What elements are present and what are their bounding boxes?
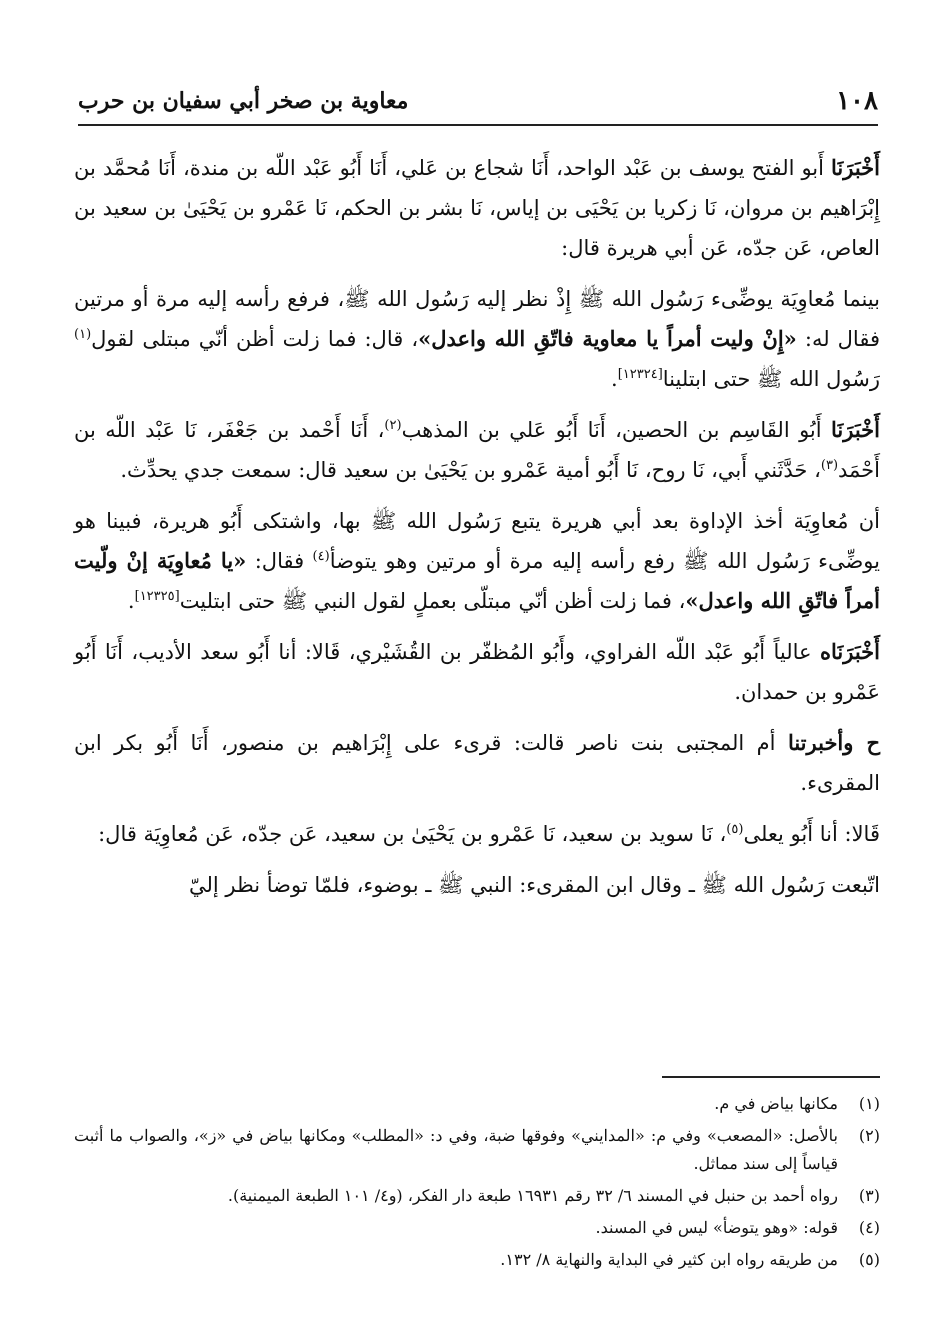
main-text <box>74 148 880 916</box>
paragraph-text: اتّبعت رَسُول الله ﷺ ـ وقال ابن المقرىء: النبي ﷺ ـ بوضوء، فلمّا توضأ نظر إليّ <box>189 873 880 897</box>
paragraph-end: . <box>127 589 135 613</box>
paragraph-text: رَسُول الله ﷺ حتى ابتلينا <box>662 367 880 391</box>
hadith-number: [١٢٣٢٤] <box>617 367 663 382</box>
paragraph-text: عالياً أَبُو عَبْد اللّه الفراوي، وأَبُو المُظفّر بن القُشَيْري، قَالا: أنا أَبُو سعد الأديب، أَنَا أَبُو عَمْرو بن حمدان. <box>74 640 880 704</box>
paragraph-6 <box>74 723 880 803</box>
footnote-number: (٢) <box>858 1126 880 1145</box>
footnote-number: (٣) <box>858 1186 880 1205</box>
footnote-ref-1[interactable]: (١) <box>74 327 92 342</box>
footnotes <box>74 1090 880 1278</box>
footnote <box>74 1090 880 1118</box>
footnote <box>74 1214 880 1242</box>
paragraph-text: قَالا: أنا أَبُو يعلى <box>743 822 880 846</box>
paragraph-text: أَبو الفتح يوسف بن عَبْد الواحد، أَنَا شجاع بن عَلي، أَنَا أَبُو عَبْد اللّه بن مندة، أَنَا مُحمَّد بن إِبْرَاهيم بن مروان، نَا زكريا بن يَحْيَى بن إياس، نَا بشر بن الحكم، نَا عَمْرو بن يَحْيَىٰ بن سعيد بن العاص، عَن جدّه، عَن أبي هريرة قال: <box>74 156 880 260</box>
footnote-text: رواه أحمد بن حنبل في المسند ٦/ ٣٢ رقم ١٦٩٣١ طبعة دار الفكر، (و٤/ ١٠١ الطبعة الميمنية). <box>227 1186 838 1205</box>
isnad-lead: ح وأخبرتنا <box>787 730 881 755</box>
footnote-ref-5[interactable]: (٥) <box>726 822 744 837</box>
footnote-ref-2[interactable]: (٢) <box>384 418 402 433</box>
footnote-number: (١) <box>858 1094 880 1113</box>
paragraph-text: أَبُو القَاسِم بن الحصين، أَنَا أَبُو عَلي بن المذهب <box>401 418 832 442</box>
paragraph-text: ، قال: فما زلت أظن أنّي مبتلى لقول <box>91 327 419 351</box>
footnote-ref-3[interactable]: (٣) <box>820 458 839 473</box>
footnote <box>74 1122 880 1178</box>
footnote-number: (٤) <box>858 1218 880 1237</box>
paragraph-text: ، حَدَّثَني أَبي، نَا روح، نَا أَبُو أمية عَمْرو بن يَحْيَىٰ بن سعيد قال: سمعت جدي يحدِّث. <box>120 458 821 482</box>
hadith-quote: «إِنْ وليت أمراً يا معاوية فاتّقِ الله واعدل» <box>418 326 797 351</box>
paragraph-8 <box>74 865 880 905</box>
paragraph-5 <box>74 632 880 712</box>
paragraph-text: فقال: <box>246 549 313 573</box>
footnote-divider <box>662 1076 880 1078</box>
footnote <box>74 1246 880 1274</box>
footnote-ref-4[interactable]: (٤) <box>312 549 330 564</box>
paragraph-3 <box>74 410 880 490</box>
paragraph-text: ، أَنَا أَحْمد بن جَعْفَر، نَا عَبْد اللّه بن أَحْمَد <box>74 418 880 482</box>
paragraph-text: أم المجتبى بنت ناصر قالت: قرىء على إِبْرَاهيم بن منصور، أَنَا أَبُو بكر ابن المقرىء. <box>74 731 880 795</box>
page-header <box>78 82 878 122</box>
paragraph-text: ، فما زلت أظن أنّي مبتلّى بعملٍ لقول النبي ﷺ حتى ابتليت <box>179 589 686 613</box>
paragraph-end: . <box>611 367 618 391</box>
footnote-text: مكانها بياض في م. <box>714 1094 838 1113</box>
paragraph-4 <box>74 501 880 621</box>
footnote <box>74 1182 880 1210</box>
isnad-lead: أَخْبَرَنَاه <box>820 639 880 664</box>
isnad-lead: أَخْبَرَنَا <box>831 155 880 180</box>
footnote-text: من طريقه رواه ابن كثير في البداية والنهاية ٨/ ١٣٢. <box>500 1250 838 1269</box>
paragraph-7 <box>74 814 880 854</box>
header-divider <box>78 124 878 126</box>
paragraph-1 <box>74 148 880 268</box>
hadith-quote: «يا مُعاوِيَة إنْ ولّيت أمراً فاتّقِ الله واعدل» <box>74 548 880 613</box>
paragraph-2 <box>74 279 880 399</box>
paragraph-text: ، نَا سويد بن سعيد، نَا عَمْرو بن يَحْيَىٰ بن سعيد، عَن جدّه، عَن مُعاوِيَة قال: <box>98 822 727 846</box>
paragraph-text: أن مُعاوِيَة أخذ الإداوة بعد أبي هريرة يتبع رَسُول الله ﷺ بها، واشتكى أَبُو هريرة، فبينا هو يوضِّىء رَسُول الله ﷺ رفع رأسه إليه مرة أو مرتين وهو يتوضأ <box>74 509 880 573</box>
isnad-lead: أَخْبَرَنَا <box>831 417 880 442</box>
page-number: ١٠٨ <box>836 86 878 116</box>
paragraph-text: بينما مُعاوِيَة يوضِّىء رَسُول الله ﷺ إِذْ نظر إليه رَسُول الله ﷺ، فرفع رأسه إليه مرة أو مرتين فقال له: <box>74 287 880 351</box>
footnote-text: قوله: «وهو يتوضأ» ليس في المسند. <box>595 1218 838 1237</box>
footnote-text: بالأصل: «المصعب» وفي م: «المدايني» وفوقها ضبة، وفي د: «المطلب» ومكانها بياض في «ز»، والصواب ما أثبت قياساً إلى سند مماثل. <box>74 1126 838 1173</box>
running-title: معاوية بن صخر أبي سفيان بن حرب <box>78 88 409 114</box>
footnote-number: (٥) <box>858 1250 880 1269</box>
hadith-number: [١٢٣٢٥] <box>134 589 180 604</box>
